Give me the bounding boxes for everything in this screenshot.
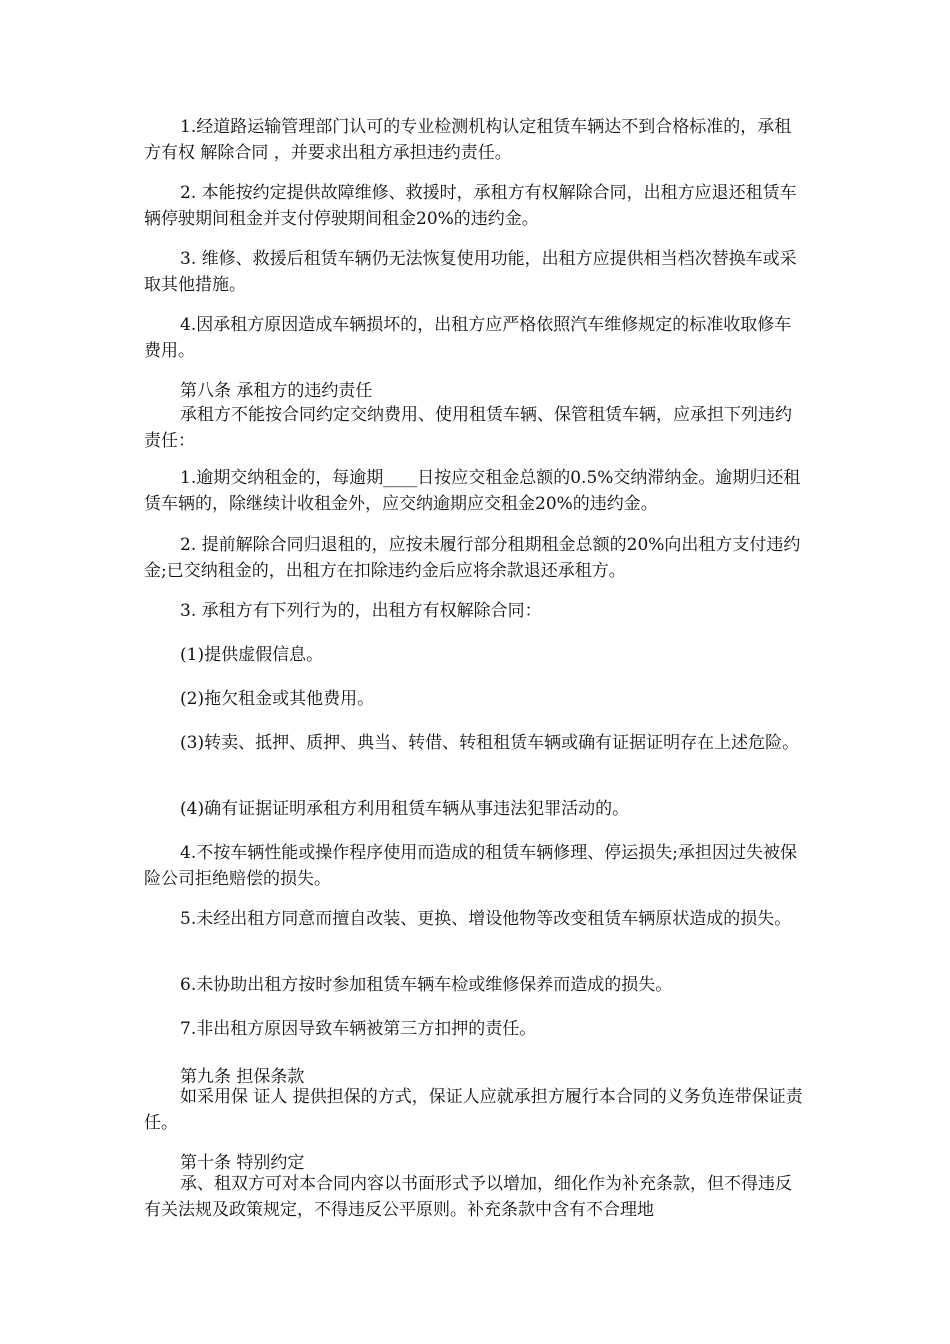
paragraph-8-2: 2. 提前解除合同归退租的，应按未履行部分租期租金总额的20%向出租方支付违约金;已交纳租金的，出租方在扣除违约金后应将余款退还承租方。 — [144, 535, 801, 581]
paragraph-8-6: 6.未协助出租方按时参加租赁车辆车检或维修保养而造成的损失。 — [180, 975, 673, 995]
paragraph-8-4: 4.不按车辆性能或操作程序使用而造成的租赁车辆修理、停运损失;承担因过失被保险公司拒绝赔偿的损失。 — [144, 843, 797, 889]
heading-article-10: 第十条 特别约定 — [180, 1153, 305, 1173]
list-item-8-3-2: (2)拖欠租金或其他费用。 — [180, 689, 375, 709]
list-item-8-3-4: (4)确有证据证明承租方利用租赁车辆从事违法犯罪活动的。 — [180, 799, 630, 819]
paragraph-7-3: 3. 维修、救援后租赁车辆仍无法恢复使用功能，出租方应提供相当档次替换车或采取其他措施。 — [144, 249, 797, 295]
paragraph-7-1: 1.经道路运输管理部门认可的专业检测机构认定租赁车辆达不到合格标准的，承租方有权 解除合同 ，并要求出租方承担违约责任。 — [144, 117, 792, 163]
paragraph-7-2: 2. 本能按约定提供故障维修、救援时，承租方有权解除合同，出租方应退还租赁车辆停驶期间租金并支付停驶期间租金20%的违约金。 — [144, 183, 797, 229]
heading-article-9: 第九条 担保条款 — [180, 1067, 305, 1087]
paragraph-7-4: 4.因承租方原因造成车辆损坏的，出租方应严格依照汽车维修规定的标准收取修车费用。 — [144, 315, 792, 361]
list-item-8-3-1: (1)提供虚假信息。 — [180, 645, 324, 665]
paragraph-8-5: 5.未经出租方同意而擅自改装、更换、增设他物等改变租赁车辆原状造成的损失。 — [180, 909, 792, 929]
paragraph-8-intro: 承租方不能按合同约定交纳费用、使用租赁车辆、保管租赁车辆，应承担下列违约责任： — [144, 405, 792, 451]
paragraph-10: 承、租双方可对本合同内容以书面形式予以增加，细化作为补充条款，但不得违反有关法规及政策规定，不得违反公平原则。补充条款中含有不合理地 — [144, 1174, 792, 1220]
paragraph-8-7: 7.非出租方原因导致车辆被第三方扣押的责任。 — [180, 1019, 537, 1039]
paragraph-9: 如采用保 证人 提供担保的方式，保证人应就承担方履行本合同的义务负连带保证责任。 — [144, 1087, 803, 1133]
heading-article-8: 第八条 承租方的违约责任 — [180, 381, 373, 401]
paragraph-8-3: 3. 承租方有下列行为的，出租方有权解除合同： — [180, 601, 542, 621]
paragraph-8-1: 1.逾期交纳租金的，每逾期____日按应交租金总额的0.5%交纳滞纳金。逾期归还租赁车辆的，除继续计收租金外，应交纳逾期应交租金20%的违约金。 — [144, 468, 801, 514]
list-item-8-3-3: (3)转卖、抵押、质押、典当、转借、转租租赁车辆或确有证据证明存在上述危险。 — [180, 733, 800, 753]
